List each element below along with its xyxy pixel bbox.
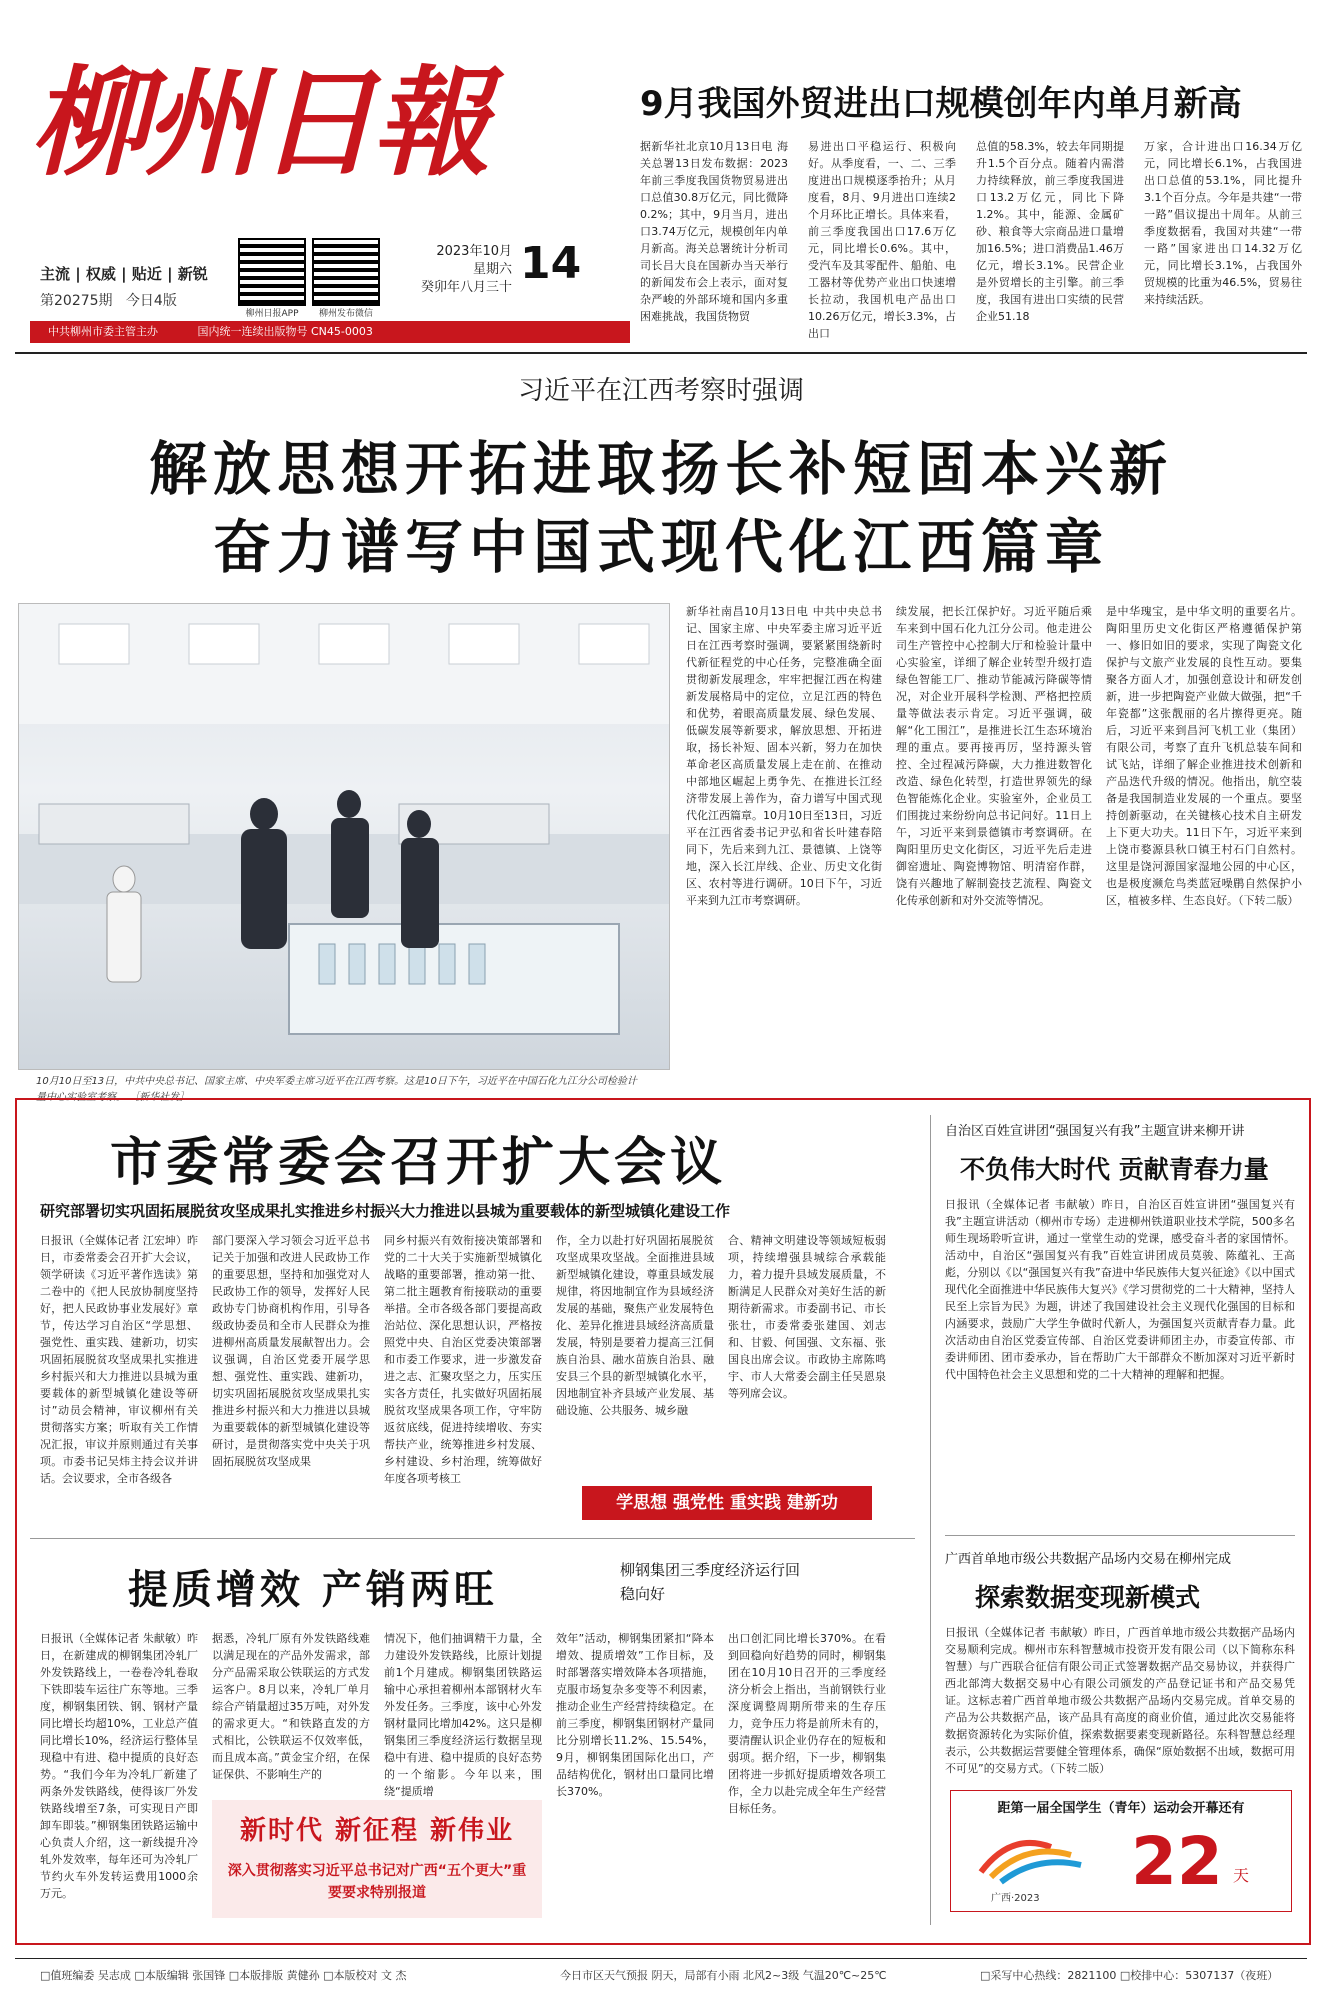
qr-wechat-label: 柳州发布微信 [318, 309, 373, 319]
lead-kicker: 习近平在江西考察时强调 [517, 376, 804, 406]
qr-wechat[interactable] [312, 238, 380, 319]
youth-headline: 不负伟大时代 贡献青春力量 [960, 1155, 1269, 1184]
sponsor-bar [30, 321, 630, 343]
data-kicker: 广西首单地市级公共数据产品场内交易在柳州完成 [945, 1552, 1232, 1567]
right-divider [945, 1535, 1295, 1536]
countdown-box [950, 1790, 1292, 1912]
footer-weather: 今日市区天气预报 阴天，局部有小雨 北风2~3级 气温20℃~25℃ [560, 1969, 887, 1982]
countdown-label: 距第一届全国学生（青年）运动会开幕还有 [997, 1801, 1245, 1816]
study-banner: 学思想 强党性 重实践 建新功 [582, 1486, 872, 1520]
issue-info [40, 290, 177, 310]
data-headline: 探索数据变现新模式 [975, 1583, 1201, 1612]
games-logo-icon [971, 1827, 1091, 1887]
lead-headline-2: 奋力谱写中国式现代化江西篇章 [212, 513, 1109, 581]
steel-subhead: 柳钢集团三季度经济运行回稳向好 [620, 1561, 801, 1603]
committee-col-3: 同乡村振兴有效衔接决策部署和党的二十大关于实施新型城镇化战略的重要部署，推动第一批、第二批主题教育衔接联动的重要举措。全市各级各部门要提高政治站位、深化思想认识，严格按照党中央、自治区党委决策部署和市委工作要求，进一步激发奋进之志、汇聚攻坚之力，压实压实各方责任，扎实做好巩固拓展脱贫攻坚成果各项工作，守牢防返贫底线，促进持续增收、夯实帮扶产业，统筹推进乡村发展、乡村建设、乡村治理，统筹做好年度各项考核工 [384, 1234, 542, 1485]
special-report-box [212, 1800, 542, 1918]
committee-col-2: 部门要深入学习领会习近平总书记关于加强和改进人民政协工作的重要思想，坚持和加强党对人民政协工作的领导，发挥好人民政协专门协商机构作用，引导各级政协委员和全市人民群众为推进柳州高质量发展献智出力。会议强调，自治区党委开展学思想、强党性、重实践、建新功，切实巩固拓展脱贫攻坚成果扎实推进乡村振兴和大力推进以县城为重要载体的新型城镇化建设等研讨，是贯彻落实党中央关于巩固拓展脱贫攻坚成果 [212, 1234, 370, 1468]
lead-col-2: 续发展，把长江保护好。习近平随后乘车来到中国石化九江分公司。他走进公司生产管控中心控制大厅和检验计量中心实验室，详细了解企业转型升级打造绿色智能工厂、推动节能减污降碳等情况，对企业开展科学检测、严格把控质量等做法表示肯定。习近平强调，破解“化工围江”，是推进长江生态环境治理的重点。要再接再厉，坚持源头管控、全过程减污降碳，大力推进数智化改造、绿色化转型，打造世界领先的绿色智能炼化企业。实验室外，企业员工们围拢过来纷纷向总书记问好。11日上午，习近平来到景德镇市考察调研。在陶阳里历史文化街区，习近平先后走进御窑遗址、陶瓷博物馆、明清窑作群，饶有兴趣地了解制瓷技艺流程、陶瓷文化传承创新和对外交流等情况。 [896, 605, 1092, 907]
special-banner-title: 新时代 新征程 新伟业 [239, 1816, 515, 1846]
column-divider [930, 1115, 931, 1925]
committee-col-4: 作，全力以赴打好巩固拓展脱贫攻坚成果攻坚战。全面推进县域新型城镇化建设，尊重县域发展规律，将因地制宜作为县域经济发展的基础，聚焦产业发展特色化、差异化推进县域经济高质量发展，特别是要着力提高三江侗族自治县、融水苗族自治县、融安县三个县的新型城镇化水平，因地制宜补齐县域产业发展、基础设施、公共服务、城乡融 [556, 1234, 714, 1417]
page-number: 14 [520, 238, 582, 289]
caption-text: 10月10日至13日，中共中央总书记、国家主席、中央军委主席习近平在江西考察。这是10日下午，习近平在中国石化九江分公司检验计量中心实验室考察。 [36, 1076, 637, 1103]
special-banner-subtitle: 深入贯彻落实习近平总书记对广西“五个更大”重要要求特别报道 [227, 1863, 527, 1901]
trade-col-3: 总值的58.3%，较去年同期提升1.5个百分点。随着内需潜力持续释放，前三季度我国进口13.2万亿元，同比下降1.2%。其中，能源、金属矿砂、粮食等大宗商品进口量增加16.5%；进口消费品1.46万亿元，增长3.1%。民营企业是外贸增长的主引擎。前三季度，我国有进出口实绩的民营企业51.18 [976, 140, 1124, 323]
trade-col-1: 据新华社北京10月13日电 海关总署13日发布数据：2023年前三季度我国货物贸易进出口总值30.8万亿元，同比微降0.2%；其中，9月当月，进出口3.74万亿元，规模创年内单月新高。海关总署统计分析司司长吕大良在国新办当天举行的新闻发布会上表示，面对复杂严峻的外部环境和国内多重困难挑战，我国货物贸 [640, 140, 788, 323]
sponsor-text: 中共柳州市委主管主办 [48, 325, 158, 338]
youth-col: 日报讯（全媒体记者 韦献敏）昨日，自治区百姓宣讲团“强国复兴有我”主题宣讲活动（柳州市专场）走进柳州铁道职业技术学院，500多名师生现场聆听宣讲，通过一堂堂生动的党课，感受奋斗者的家国情怀。活动中，自治区“强国复兴有我”百姓宣讲团成员莫骏、陈蕴礼、王高彪，分别以《以“强国复兴有我”奋进中华民族伟大复兴征途》《以中国式现代化全面推进中华民族伟大复兴》《学习贯彻党的二十大精神，坚持人民至上宗旨为民》为题，讲述了我国建设社会主义现代化强国的目标和内涵要求，鼓励广大学生争做时代新人，为强国复兴贡献青春力量。此次活动由自治区党委宣传部、自治区党委讲师团主办，市委宣传部、市委讲师团、团市委承办，旨在帮助广大干部群众不断加深对习近平新时代中国特色社会主义思想和党的二十大精神的理解和把握。 [945, 1198, 1295, 1381]
footer-divider [15, 1958, 1307, 1959]
countdown-event: 广西·2023 [991, 1893, 1040, 1904]
committee-col-5: 合、精神文明建设等领域短板弱项，持续增强县城综合承载能力，着力提升县域发展质量，不断满足人民群众对美好生活的新期待新需求。市委副书记、市长张壮，市委常委张建国、刘志和、甘毅、何国强、文东福、张国良出席会议。市政协主席陈鸣宇、市人大常委会副主任吴恩泉等列席会议。 [728, 1234, 886, 1400]
committee-headline: 市委常委会召开扩大会议 [110, 1133, 727, 1193]
lead-headline-1: 解放思想开拓进取扬长补短固本兴新 [148, 435, 1173, 503]
footer-hotlines: □采写中心热线：2821100 □校排中心：5307137（夜班） [980, 1969, 1279, 1982]
trade-col-4: 万家，合计进出口16.34万亿元，同比增长6.1%，占我国进出口总值的53.1%，同比提升3.1个百分点。今年是共建“一带一路”倡议提出十周年。从前三季度数据看，我国对共建“一带一路”国家进出口14.32万亿元，同比增长3.1%，占我国外贸规模的比重为46.5%，贸易往来持续活跃。 [1144, 140, 1302, 306]
youth-kicker: 自治区百姓宣讲团“强国复兴有我”主题宣讲来柳开讲 [945, 1124, 1245, 1139]
steel-headline: 提质增效 产销两旺 [128, 1567, 498, 1613]
committee-col-1: 日报讯（全媒体记者 江宏坤）昨日，市委常委会召开扩大会议，领学研读《习近平著作选读》第二卷中的《把人民放协制度坚持好，把人民政协事业发展好》章节，传达学习自治区“学思想、强党性、重实践、建新功，切实巩固拓展脱贫攻坚成果扎实推进乡村振兴和大力推进以县城为重要载体的新型城镇化建设等研讨”动员会精神，审议柳州有关贯彻落实方案；听取有关工作情况汇报，审议并原则通过有关事项。市委书记吴炜主持会议并讲话。会议要求，全市各级各 [40, 1234, 198, 1485]
data-col: 日报讯（全媒体记者 韦献敏）昨日，广西首单地市级公共数据产品场内交易顺利完成。柳州市东科智慧城市投资开发有限公司（以下简称东科智慧）与广西联合征信有限公司正式签署数据产品交易协议，并获得广西北部湾大数据交易中心有限公司颁发的产品登记证书和产品交易凭证。这标志着广西首单地市级公共数据产品场内交易完成。首单交易的产品为公共数据产品，该产品具有高度的商业价值，通过此次交易能将数据资源转化为实际价值，探索数据要素变现新路径。东科智慧总经理表示，公共数据运营要健全管理体系，确保“原始数据不出域，数据可用不可见”的交易方式。（下转二版） [945, 1626, 1295, 1775]
footer-staff: □值班编委 吴志成 □本版编辑 张国锋 □本版排版 黄健孙 □本版校对 文 杰 [40, 1969, 407, 1982]
lab-scene-image [19, 604, 669, 1069]
qr-code-icon [312, 238, 380, 306]
footer [0, 1967, 1322, 1997]
lead-col-1: 新华社南昌10月13日电 中共中央总书记、国家主席、中央军委主席习近平近日在江西考察时强调，要紧紧围绕新时代新征程党的中心任务，完整准确全面贯彻新发展理念，牢牢把握江西在构建新发展格局中的定位，立足江西的特色和优势，着眼高质量发展、绿色发展、低碳发展等新要求，解放思想、开拓进取，扬长补短、固本兴新，努力在加快革命老区高质量发展上走在前、在推动中部地区崛起上勇争先、在推进长江经济带发展上善作为，奋力谱写中国式现代化江西篇章。10月10日至13日，习近平在江西省委书记尹弘和省长叶建春陪同下，先后来到九江、景德镇、上饶等地，深入长江岸线、企业、历史文化街区、农村等进行调研。10日下午，习近平来到九江市考察调研。 [686, 605, 882, 907]
countdown-unit: 天 [1233, 1866, 1250, 1885]
masthead-slogans: 主流 | 权威 | 贴近 | 新锐 [40, 265, 208, 283]
steel-col-4: 效年”活动，柳钢集团紧扣“降本增效、提质增效”工作目标，及时部署落实增效降本各项措施，克服市场复杂多变等不利因素，推动企业生产经营持续稳定。在前三季度，柳钢集团钢材产量同比分别增长11.2%、15.54%，9月，柳钢集团国际化出口，产品结构优化，钢材出口量同比增长370%。 [556, 1632, 714, 1798]
committee-subhead: 研究部署切实巩固拓展脱贫攻坚成果扎实推进乡村振兴大力推进以县城为重要载体的新型城镇化建设工作 [40, 1202, 731, 1220]
qr-code-icon [238, 238, 306, 306]
date-line-2: 星期六 [472, 262, 512, 277]
lead-photo [18, 603, 670, 1070]
steel-col-1: 日报讯（全媒体记者 朱献敏）昨日，在新建成的柳钢集团冷轧厂外发铁路线上，一卷卷冷轧卷取下铁即装车运往广东等地。三季度，柳钢集团铁、钢、钢材产量同比增长均超10%，工业总产值同比增长10%，经济运行整体呈现稳中有进、稳中提质的良好态势。“我们今年为冷轧厂新建了两条外发铁路线，使得该厂外发铁路线增至7条，可实现日产即卸车即装。”柳钢集团铁路运输中心负责人介绍，这一新线提升冷轧外发效率，每年还可为冷轧厂节约火车外发转运费用1000余万元。 [40, 1632, 198, 1900]
caption-credit: ［新华社发］ [129, 1092, 190, 1103]
date-line-3: 癸卯年八月三十 [420, 280, 512, 295]
issue-number: 第20275期 [40, 293, 113, 309]
trade-headline: 9月我国外贸进出口规模创年内单月新高 [640, 84, 1242, 124]
date-box [402, 243, 512, 297]
steel-col-5: 出口创汇同比增长370%。在看到回稳向好趋势的同时，柳钢集团在10月10日召开的三季度经济分析会上指出，当前钢铁行业深度调整周期所带来的生存压力，竞争压力将是前所未有的，要清醒认识企业仍存在的短板和弱项。据介绍，下一步，柳钢集团将进一步抓好提质增效各项工作，全力以赴完成全年生产经营目标任务。 [728, 1632, 886, 1815]
top-divider [15, 352, 1307, 354]
trade-col-2: 易进出口平稳运行、积极向好。从季度看，一、二、三季度进出口规模逐季抬升；从月度看，8月、9月进出口连续2个月环比正增长。具体来看，前三季度我国出口17.6万亿元，同比增长0.6%。其中，受汽车及其零配件、船舶、电工器材等优势产业出口快速增长拉动，我国机电产品出口10.26万亿元，增长3.3%，占出口 [808, 140, 956, 340]
page-count: 今日4版 [125, 293, 177, 309]
date-line-1: 2023年10月 [436, 244, 512, 259]
qr-app[interactable] [238, 238, 306, 319]
lead-col-3: 是中华瑰宝，是中华文明的重要名片。陶阳里历史文化街区严格遵循保护第一、修旧如旧的要求，实现了陶瓷文化保护与文旅产业发展的良性互动。要集聚各方面人才，加强创意设计和研发创新，进一步把陶瓷产业做大做强，把“千年瓷都”这张靓丽的名片擦得更亮。随后，习近平来到昌河飞机工业（集团）有限公司，考察了直升飞机总装车间和试飞站，详细了解企业推进技术创新和产品迭代升级的情况。他指出，航空装备是我国制造业发展的一个重点。要坚持创新驱动，在关键核心技术自主研发上下更大功夫。11日下午，习近平来到上饶市婺源县秋口镇王村石门自然村。这里是饶河源国家湿地公园的中心区，也是极度濒危鸟类蓝冠噪鹛自然保护小区，植被多样、生态良好。（下转二版） [1106, 605, 1302, 907]
mid-divider [30, 1538, 915, 1539]
cn-number: 国内统一连续出版物号 CN45-0003 [197, 325, 373, 338]
qr-app-label: 柳州日报APP [245, 309, 299, 319]
masthead-logo: 柳州日報 [30, 53, 487, 192]
steel-col-2: 据悉，冷轧厂原有外发铁路线难以满足现在的产品外发需求，部分产品需采取公铁联运的方式发运客户。8月以来，冷轧厂单月综合产销量超过35万吨，对外发的需求更大。“和铁路直发的方式相比，公铁联运不仅效率低，而且成本高。”黄金宝介绍，在保证保供、不影响生产的 [212, 1632, 370, 1781]
countdown-days: 22 [1131, 1823, 1223, 1900]
steel-col-3: 情况下，他们抽调精干力量，全力建设外发铁路线，比原计划提前1个月建成。柳钢集团铁路运输中心承担着柳州本部钢材火车外发任务。三季度，该中心外发钢材量同比增加42%。这只是柳钢集团三季度经济运行数据呈现稳中有进、稳中提质的良好态势的一个缩影。今年以来，围绕“提质增 [384, 1632, 542, 1798]
